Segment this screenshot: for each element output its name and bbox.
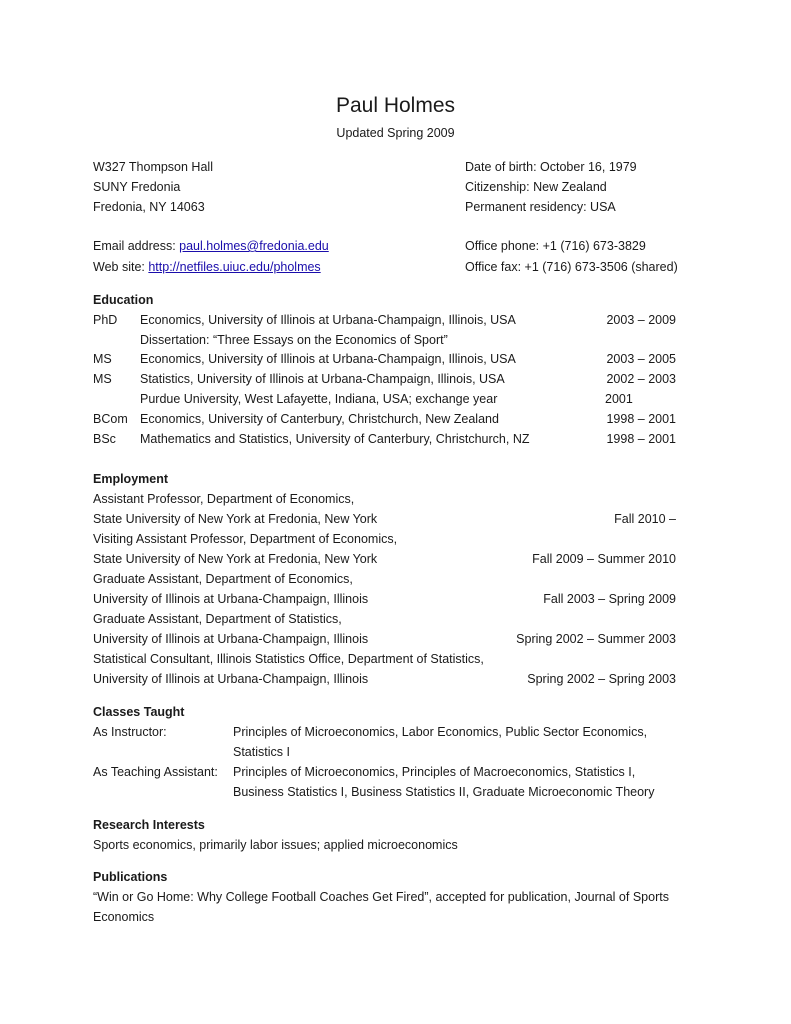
email-row xyxy=(93,238,329,254)
education-heading: Education xyxy=(93,293,154,307)
education-degree: PhD xyxy=(93,313,118,327)
job-title: Graduate Assistant, Department of Statistics, xyxy=(93,612,342,626)
website-row xyxy=(93,259,321,275)
office-phone: Office phone: +1 (716) 673-3829 xyxy=(465,239,646,253)
job-title: Visiting Assistant Professor, Department of Economics, xyxy=(93,532,398,546)
address-line-2: SUNY Fredonia xyxy=(93,180,181,194)
job-place: University of Illinois at Urbana-Champaign, Illinois xyxy=(93,632,369,646)
education-degree: MS xyxy=(93,352,112,366)
ta-classes: Business Statistics I, Business Statistics II, Graduate Microeconomic Theory xyxy=(233,785,655,799)
website-label: Web site: xyxy=(93,260,149,274)
job-title: Assistant Professor, Department of Economics, xyxy=(93,492,355,506)
education-degree: MS xyxy=(93,372,112,386)
cv-name: Paul Holmes xyxy=(335,94,456,117)
instructor-classes: Statistics I xyxy=(233,745,290,759)
job-title: Graduate Assistant, Department of Economics, xyxy=(93,572,353,586)
job-dates: Fall 2003 – Spring 2009 xyxy=(543,592,676,606)
education-dates: 1998 – 2001 xyxy=(606,412,676,426)
updated-date: Updated Spring 2009 xyxy=(336,126,455,140)
job-place: University of Illinois at Urbana-Champaign, Illinois xyxy=(93,592,369,606)
job-dates: Fall 2010 – xyxy=(614,512,676,526)
date-of-birth: Date of birth: October 16, 1979 xyxy=(465,160,637,174)
education-dates: 1998 – 2001 xyxy=(606,432,676,446)
job-place: State University of New York at Fredonia, New York xyxy=(93,512,378,526)
permanent-residency: Permanent residency: USA xyxy=(465,200,616,214)
job-dates: Spring 2002 – Summer 2003 xyxy=(516,632,676,646)
education-dates: 2001 xyxy=(605,392,633,406)
publication-entry: “Win or Go Home: Why College Football Coaches Get Fired”, accepted for publication, Journal of Sports xyxy=(93,890,669,904)
education-desc: Mathematics and Statistics, University of Canterbury, Christchurch, NZ xyxy=(140,432,530,446)
classes-heading: Classes Taught xyxy=(93,705,185,719)
instructor-classes: Principles of Microeconomics, Labor Economics, Public Sector Economics, xyxy=(233,725,648,739)
ta-classes: Principles of Microeconomics, Principles of Macroeconomics, Statistics I, xyxy=(233,765,636,779)
office-fax: Office fax: +1 (716) 673-3506 (shared) xyxy=(465,260,678,274)
website-link[interactable]: http://netfiles.uiuc.edu/pholmes xyxy=(148,260,321,274)
citizenship: Citizenship: New Zealand xyxy=(465,180,607,194)
job-place: University of Illinois at Urbana-Champaign, Illinois xyxy=(93,672,369,686)
job-dates: Spring 2002 – Spring 2003 xyxy=(527,672,676,686)
research-text: Sports economics, primarily labor issues; applied microeconomics xyxy=(93,838,458,852)
email-link[interactable]: paul.holmes@fredonia.edu xyxy=(179,239,329,253)
education-desc: Statistics, University of Illinois at Urbana-Champaign, Illinois, USA xyxy=(140,372,505,386)
education-desc: Economics, University of Illinois at Urbana-Champaign, Illinois, USA xyxy=(140,313,516,327)
research-heading: Research Interests xyxy=(93,818,205,832)
ta-label: As Teaching Assistant: xyxy=(93,765,218,779)
education-degree: BCom xyxy=(93,412,128,426)
education-desc: Purdue University, West Lafayette, Indiana, USA; exchange year xyxy=(140,392,498,406)
employment-heading: Employment xyxy=(93,472,169,486)
education-dates: 2002 – 2003 xyxy=(606,372,676,386)
job-place: State University of New York at Fredonia, New York xyxy=(93,552,378,566)
email-label: Email address: xyxy=(93,239,180,253)
education-dates: 2003 – 2009 xyxy=(606,313,676,327)
education-dates: 2003 – 2005 xyxy=(606,352,676,366)
job-dates: Fall 2009 – Summer 2010 xyxy=(532,552,676,566)
instructor-label: As Instructor: xyxy=(93,725,167,739)
education-degree: BSc xyxy=(93,432,116,446)
address-line-1: W327 Thompson Hall xyxy=(93,160,213,174)
publication-entry: Economics xyxy=(93,910,155,924)
education-desc: Economics, University of Canterbury, Christchurch, New Zealand xyxy=(140,412,499,426)
job-title: Statistical Consultant, Illinois Statistics Office, Department of Statistics, xyxy=(93,652,484,666)
education-desc: Dissertation: “Three Essays on the Economics of Sport” xyxy=(140,333,448,347)
education-desc: Economics, University of Illinois at Urbana-Champaign, Illinois, USA xyxy=(140,352,516,366)
address-line-3: Fredonia, NY 14063 xyxy=(93,200,205,214)
publications-heading: Publications xyxy=(93,870,168,884)
